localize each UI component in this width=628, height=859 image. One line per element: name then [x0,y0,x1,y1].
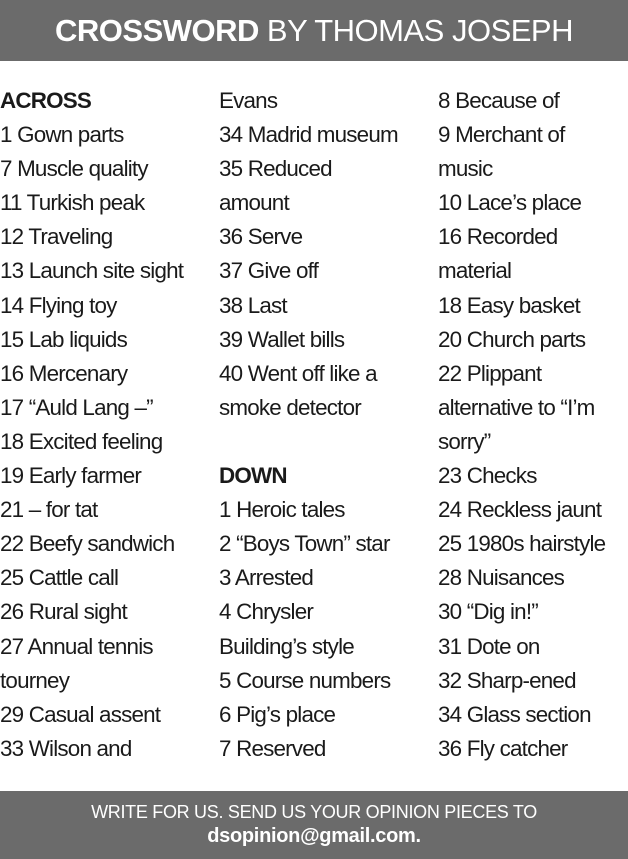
clues-column-3 [438,84,628,766]
footer-email: dsopinion@gmail.com. [207,825,421,847]
clue-line: 32 Sharp-ened [438,667,576,693]
clue-line: alternative to “I’m [438,394,595,420]
clue-line: 1 Gown parts [0,122,124,148]
page-header [0,0,628,61]
clue-line: amount [219,190,289,216]
header-title-bold: CROSSWORD [55,12,259,48]
spacer [219,425,431,459]
clue-line: 7 Muscle quality [0,156,148,182]
clue-line: 37 Give off [219,258,319,284]
clue-line: 39 Wallet bills [219,326,345,352]
clue-line: 36 Fly catcher [438,735,568,761]
clue-line: 24 Reckless jaunt [438,497,602,523]
clue-line: 2 “Boys Town” star [219,531,390,557]
clue-line: 18 Easy basket [438,292,580,318]
clue-line: 12 Traveling [0,224,113,250]
clue-line: 34 Madrid museum [219,122,398,148]
clue-line: 14 Flying toy [0,292,117,318]
clue-line: 30 “Dig in!” [438,599,538,625]
clue-line: 25 1980s hairstyle [438,531,606,557]
clue-line: 11 Turkish peak [0,190,145,216]
clue-line: Evans [219,88,278,113]
clue-line: 3 Arrested [219,565,314,591]
clues-column-1 [0,84,212,766]
clue-line: 18 Excited feeling [0,428,163,454]
clue-line: 19 Early farmer [0,463,142,489]
clue-line: 16 Mercenary [0,360,128,386]
clue-line: material [438,258,512,284]
clue-line: 4 Chrysler [219,599,314,625]
clue-line: 7 Reserved [219,735,326,761]
clue-line: sorry” [438,428,491,454]
clue-line: 40 Went off like a [219,360,377,386]
clue-line: smoke detector [219,394,361,420]
clue-line: 21 – for tat [0,497,98,523]
clue-line: 28 Nuisances [438,565,565,591]
clue-line: 15 Lab liquids [0,326,127,352]
clue-line: tourney [0,667,70,693]
footer-invitation: WRITE FOR US. SEND US YOUR OPINION PIECES TO [91,802,537,822]
header-title-byline: BY THOMAS JOSEPH [266,12,573,48]
clue-line: 10 Lace’s place [438,190,582,216]
clue-line: 13 Launch site sight [0,258,184,284]
page-footer [0,791,628,859]
clue-line: 35 Reduced [219,156,332,182]
clue-line: 22 Beefy sandwich [0,531,175,557]
clue-line: 25 Cattle call [0,565,119,591]
clue-line: 33 Wilson and [0,735,132,761]
clue-line: 29 Casual assent [0,701,161,727]
section-heading: DOWN [219,463,287,489]
clue-line: 34 Glass section [438,701,591,727]
clue-line: 23 Checks [438,463,537,489]
clue-line: 31 Dote on [438,633,540,659]
clue-line: 26 Rural sight [0,599,127,625]
clue-line: 27 Annual tennis [0,633,153,659]
clue-line: Building’s style [219,633,354,659]
clue-line: music [438,156,493,182]
clue-line: 5 Course numbers [219,667,391,693]
clue-line: 20 Church parts [438,326,586,352]
clue-line: 16 Recorded [438,224,558,250]
clue-line: 17 “Auld Lang –” [0,394,153,420]
clue-line: 9 Merchant of [438,122,565,148]
clue-line: 22 Plippant [438,360,542,386]
clue-line: 6 Pig’s place [219,701,336,727]
clues-column-2 [219,84,431,766]
clue-line: 36 Serve [219,224,303,250]
section-heading: ACROSS [0,88,91,113]
clue-line: 38 Last [219,292,287,318]
clue-line: 1 Heroic tales [219,497,345,523]
clue-line: 8 Because of [438,88,560,113]
